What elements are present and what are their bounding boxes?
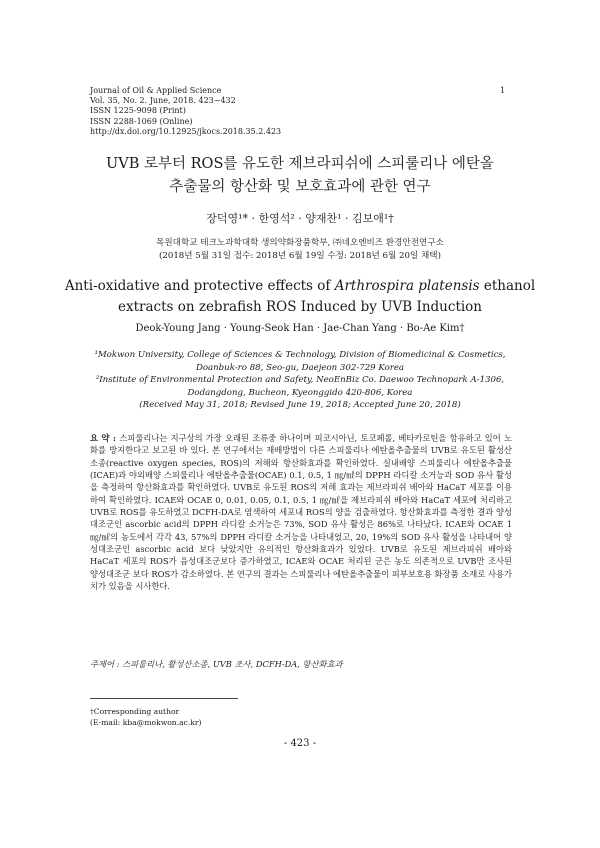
korean-affiliation-line1: 목원대학교 테크노과학대학 생의약화장품학부, ㈜네오엔비즈 환경안전연구소 (156, 238, 444, 248)
english-title-line1 (0, 276, 600, 297)
english-authors: Deok-Young Jang · Young-Seok Han · Jae-Chan Yang · Bo-Ae Kim† (135, 323, 465, 334)
english-affiliation-line2: Doanbuk-ro 88, Seo-gu, Daejeon 302-729 Korea (195, 362, 405, 373)
korean-title (0, 153, 600, 199)
korean-title-line2: 추출물의 항산화 및 보호효과에 관한 연구 (169, 179, 431, 195)
journal-line: Vol. 35, No. 2. June, 2018. 423~432 (90, 96, 236, 106)
journal-info (90, 86, 281, 137)
journal-line: ISSN 1225-9098 (Print) (90, 106, 186, 116)
corresponding-author: †Corresponding author (90, 707, 180, 716)
journal-line: ISSN 2288-1069 (Online) (90, 116, 193, 126)
page-footer-number: - 423 - (283, 738, 317, 749)
abstract-text: 스피룰리나는 지구상의 가장 오래된 조류중 하나이며 피코시아닌, 토코페롤, 베타카로틴을 함유하고 있어 노화를 방지한다고 보고된 바 있다. 본 연구에서는 재배방법이 다른 스피룰리나 에탄올추출물의 UVB로 유도된 활성산소종(reactive oxygen species, ROS)의 저해와 항산화효과를 확인하였다. 실내배양 스피룰리나 에탄올추출물(ICAE)과 야외배양 스피룰리나 에탄올추출물(OCAE) 0.1, 0.5, 1 ㎎/㎖의 DPPH 라디칼 소거능과 SOD 유사 활성을 측정하여 항산화효과를 확인하였다. UVB로 유도된 ROS의 저해 효과는 제브라피쉬 배아와 HaCaT 세포를 이용하여 확인하였다. ICAE와 OCAE 0, 0.01, 0.05, 0.1, 0.5, 1 ㎎/㎖을 제브라피쉬 배아와 HaCaT 세포에 처리하고 UVB로 ROS를 유도하였고 DCFH-DA로 염색하여 세포내 ROS의 양을 검출하였다. 항산화효과를 측정한 결과 양성대조군인 ascorbic acid의 DPPH 라디칼 소거능은 73%, SOD 유사 활성은 86%로 나타났다. ICAE와 OCAE 1 ㎎/㎖의 농도에서 각각 43, 57%의 DPPH 라디칼 소거능을 나타내었고, 20, 19%의 SOD 유사 활성을 나타내어 양성대조군인 ascorbic acid 보다 낮았지만 유의적인 항산화효과가 있었다. UVB로 유도된 제브라피쉬 배아와 HaCaT 세포의 ROS가 음성대조군보다 증가하였고, ICAE와 OCAE 처리된 군은 농도 의존적으로 UVB만 조사된 양성대조군 보다 ROS가 감소하였다. 본 연구의 결과는 스피룰리나 에탄올추출물이 피부보호용 화장품 소재로 사용가치가 있음을 시사한다. (90, 433, 512, 592)
english-title-species: Arthrospira platensis (334, 278, 480, 294)
doi-link[interactable]: http://dx.doi.org/10.12925/jkocs.2018.35.2.423 (90, 126, 282, 136)
english-affiliation-line4: Dodangdong, Bucheon, Kyeonggido 420-806, Korea (187, 387, 413, 398)
korean-affiliation (0, 237, 600, 263)
keywords: 주제어 : 스피룰리나, 활성산소종, UVB 조사, DCFH-DA, 항산화효과 (90, 659, 343, 669)
english-affiliation-line3: ²Institute of Environmental Protection and Safety, NeoEnBiz Co. Daewoo Technopark A-1306, (95, 375, 505, 386)
page-number-top: 1 (500, 86, 506, 95)
corresponding-email[interactable]: (E-mail: kba@mokwon.ac.kr) (90, 718, 202, 727)
abstract-label: 요 약 : (90, 433, 120, 443)
korean-authors: 장덕영¹* · 한영석² · 양재찬¹ · 김보애¹† (206, 212, 394, 225)
english-affiliation (0, 349, 600, 412)
korean-title-line1: UVB 로부터 ROS를 유도한 제브라피쉬에 스피룰리나 에탄올 (106, 156, 494, 172)
journal-line: Journal of Oil & Applied Science (90, 86, 222, 95)
abstract (90, 432, 512, 592)
footnote (90, 706, 202, 728)
korean-received-dates: (2018년 5월 31일 접수: 2018년 6월 19일 수정: 2018년 6월 20일 채택) (159, 251, 441, 261)
english-title (0, 276, 600, 318)
footnote-divider (90, 698, 238, 699)
english-title-post: ethanol (479, 278, 536, 294)
english-affiliation-line1: ¹Mokwon University, College of Sciences & Technology, Division of Biomedicinal & Cosmetics, (94, 350, 506, 360)
english-title-line2: extracts on zebrafish ROS Induced by UVB Induction (117, 299, 483, 315)
english-received-dates: (Received May 31, 2018; Revised June 19, 2018; Accepted June 20, 2018) (139, 400, 461, 411)
english-title-pre: Anti-oxidative and protective effects of (64, 278, 335, 294)
